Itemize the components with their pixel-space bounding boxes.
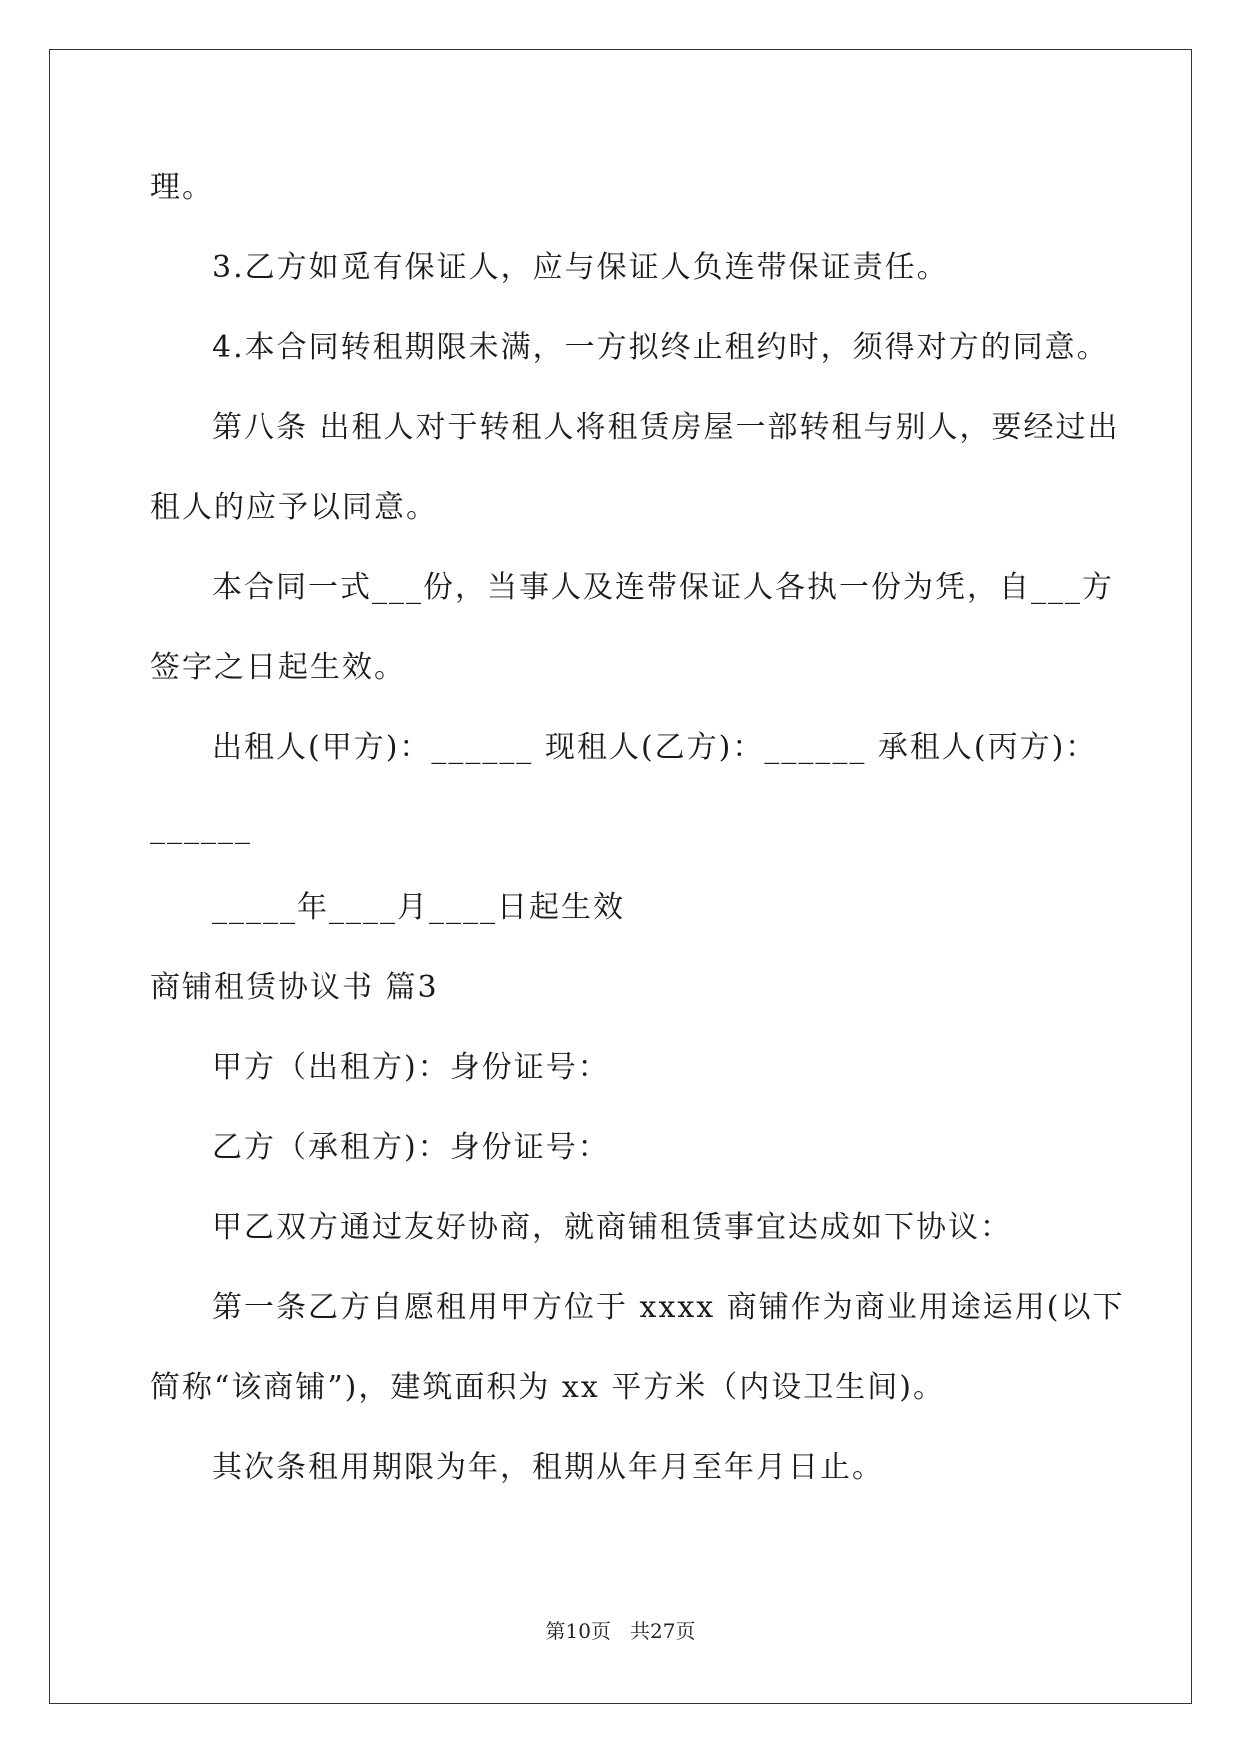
text-line: 签字之日起生效。 <box>150 650 406 685</box>
section-heading: 商铺租赁协议书 篇3 <box>150 970 439 1005</box>
page-total: 共27页 <box>630 1619 696 1643</box>
text-line: 其次条租用期限为年，租期从年月至年月日止。 <box>212 1450 884 1485</box>
page-footer <box>0 1618 1241 1644</box>
text-line: 简称“该商铺”)，建筑面积为 xx 平方米（内设卫生间)。 <box>150 1370 945 1405</box>
page-number: 第10页 <box>545 1619 611 1643</box>
text-line: _____年____月____日起生效 <box>212 890 625 925</box>
text-line: 3.乙方如觅有保证人，应与保证人负连带保证责任。 <box>212 250 949 285</box>
text-line: 租人的应予以同意。 <box>150 490 438 525</box>
text-line: 理。 <box>150 170 214 205</box>
text-line: 4.本合同转租期限未满，一方拟终止租约时，须得对方的同意。 <box>212 330 1109 365</box>
text-line: 本合同一式___份，当事人及连带保证人各执一份为凭，自___方 <box>212 570 1114 605</box>
text-line: 甲乙双方通过友好协商，就商铺租赁事宜达成如下协议： <box>212 1210 1012 1245</box>
text-line: 第八条 出租人对于转租人将租赁房屋一部转租与别人，要经过出 <box>212 410 1120 445</box>
text-line: ______ <box>150 810 252 845</box>
text-line: 出租人(甲方)：______ 现租人(乙方)：______ 承租人(丙方)： <box>212 730 1098 765</box>
text-line: 乙方（承租方)：身份证号： <box>212 1130 610 1165</box>
text-line: 甲方（出租方)：身份证号： <box>212 1050 610 1085</box>
text-line: 第一条乙方自愿租用甲方位于 xxxx 商铺作为商业用途运用(以下 <box>212 1290 1125 1325</box>
